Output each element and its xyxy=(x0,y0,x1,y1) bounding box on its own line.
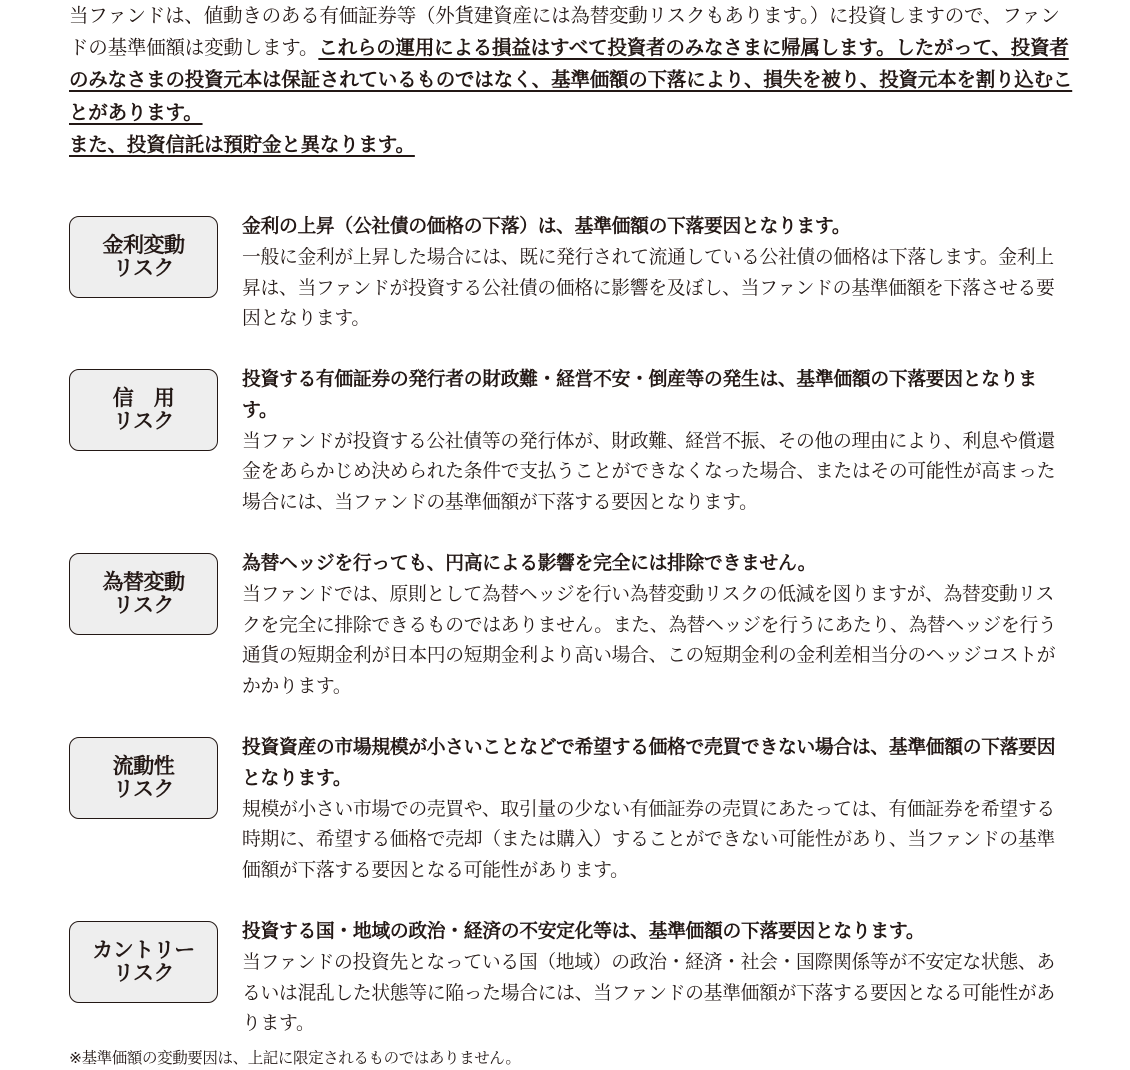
risk-body: 当ファンドでは、原則として為替ヘッジを行い為替変動リスクの低減を図りますが、為替変動リスクを完全に排除できるものではありません。また、為替ヘッジを行うにあたり、為替ヘッジを行う通貨の短期金利が日本円の短期金利より高い場合、この短期金利の金利差相当分のヘッジコストがかかります。 xyxy=(242,583,1057,698)
risk-content xyxy=(242,733,1067,887)
risk-label-line1: 為替変動 xyxy=(102,570,185,594)
risk-content xyxy=(242,549,1067,703)
intro-plain-text: 当ファンドは、値動きのある有価証券等（外貨建資産には為替変動リスクもあります。）に投資しますので、ファンドの基準価額は変動します。 xyxy=(69,4,1060,60)
risk-label-box xyxy=(69,553,218,635)
risk-heading: 投資する有価証券の発行者の財政難・経営不安・倒産等の発生は、基準価額の下落要因となります。 xyxy=(242,369,1037,421)
risk-body: 一般に金利が上昇した場合には、既に発行されて流通している公社債の価格は下落します。金利上昇は、当ファンドが投資する公社債の価格に影響を及ぼし、当ファンドの基準価額を下落させる要因となります。 xyxy=(242,246,1055,330)
risk-label-line1: 金利変動 xyxy=(102,233,185,257)
risk-label-box xyxy=(69,369,218,451)
intro-underlined-text: これらの運用による損益はすべて投資者のみなさまに帰属します。したがって、投資者のみなさまの投資元本は保証されているものではなく、基準価額の下落により、損失を被り、投資元本を割り込むことがあります。 xyxy=(69,36,1073,124)
risk-body: 当ファンドの投資先となっている国（地域）の政治・経済・社会・国際関係等が不安定な状態、あるいは混乱した状態等に陥った場合には、当ファンドの基準価額が下落する要因となる可能性があります。 xyxy=(242,951,1055,1035)
risk-content xyxy=(242,212,1067,335)
intro-paragraph xyxy=(69,0,1079,161)
risk-label-box xyxy=(69,216,218,298)
intro-deposit-note: また、投資信託は預貯金と異なります。 xyxy=(69,132,415,156)
risk-label-line2: リスク xyxy=(112,961,175,985)
risk-label-line1: 流動性 xyxy=(112,754,175,778)
risk-heading: 投資資産の市場規模が小さいことなどで希望する価格で売買できない場合は、基準価額の下落要因となります。 xyxy=(242,737,1056,789)
risk-heading: 投資する国・地域の政治・経済の不安定化等は、基準価額の下落要因となります。 xyxy=(242,921,925,942)
risk-label-line2: リスク xyxy=(112,256,175,280)
risk-body: 規模が小さい市場での売買や、取引量の少ない有価証券の売買にあたっては、有価証券を希望する時期に、希望する価格で売却（または購入）することができない可能性があり、当ファンドの基準価額が下落する要因となる可能性があります。 xyxy=(242,798,1055,882)
risk-content xyxy=(242,917,1067,1040)
footnote: ※基準価額の変動要因は、上記に限定されるものではありません。 xyxy=(69,1049,521,1067)
risk-label-line1: 信 用 xyxy=(112,386,175,410)
risk-body: 当ファンドが投資する公社債等の発行体が、財政難、経営不振、その他の理由により、利息や償還金をあらかじめ決められた条件で支払うことができなくなった場合、またはその可能性が高まった場合には、当ファンドの基準価額が下落する要因となります。 xyxy=(242,430,1056,514)
risk-label-box xyxy=(69,737,218,819)
risk-heading: 為替ヘッジを行っても、円高による影響を完全には排除できません。 xyxy=(242,553,817,574)
risk-label-line2: リスク xyxy=(112,409,175,433)
risk-heading: 金利の上昇（公社債の価格の下落）は、基準価額の下落要因となります。 xyxy=(242,216,851,237)
risk-content xyxy=(242,365,1067,519)
risk-label-line2: リスク xyxy=(112,593,175,617)
risk-label-box xyxy=(69,921,218,1003)
risk-label-line2: リスク xyxy=(112,777,175,801)
risk-label-line1: カントリー xyxy=(92,938,195,962)
